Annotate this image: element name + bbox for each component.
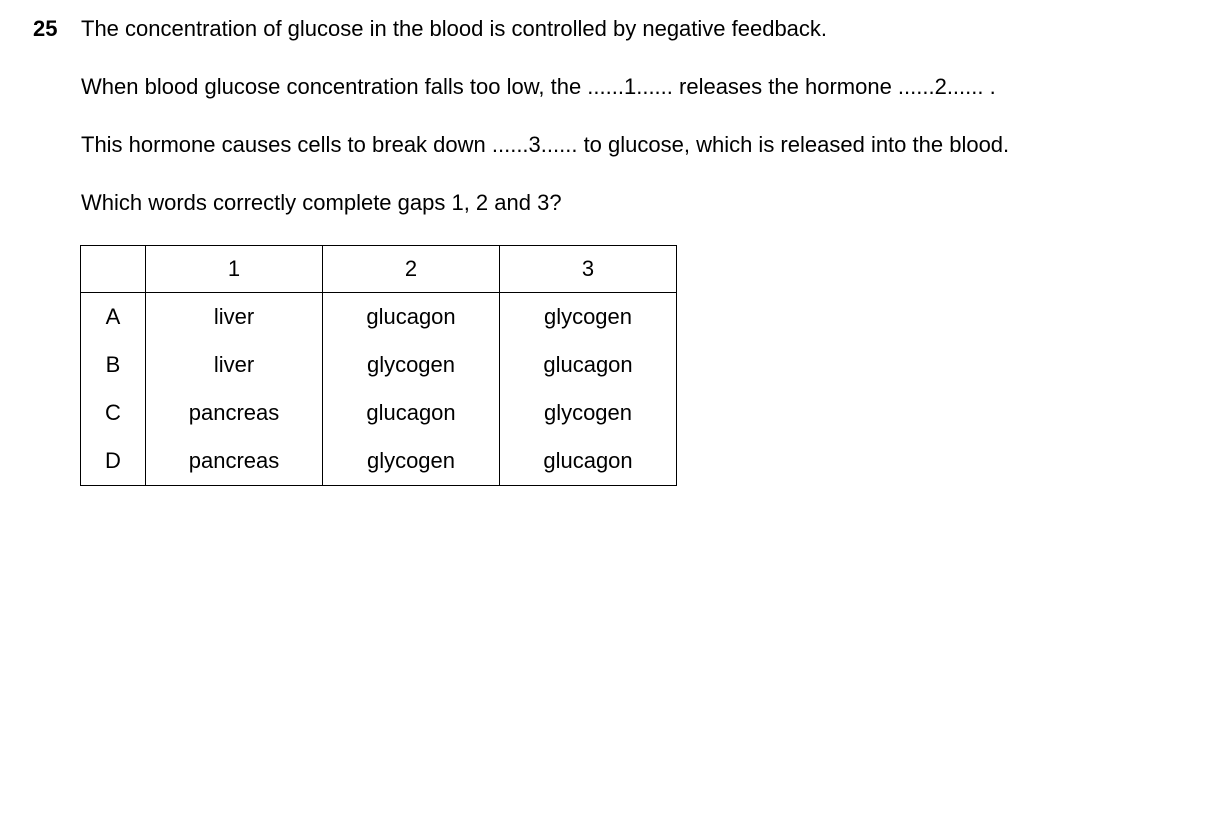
- table-cell: glycogen: [323, 437, 500, 486]
- question-gap-sentence-1: When blood glucose concentration falls too low, the ......1...... releases the hormone ......2...... .: [81, 74, 996, 99]
- table-cell: liver: [146, 293, 323, 342]
- table-cell: pancreas: [146, 437, 323, 486]
- table-cell: glucagon: [323, 293, 500, 342]
- question-intro: The concentration of glucose in the blood is controlled by negative feedback.: [81, 16, 828, 41]
- option-row-d[interactable]: [81, 437, 677, 486]
- table-cell: glycogen: [500, 293, 677, 342]
- table-cell: liver: [146, 341, 323, 389]
- question-number: 25: [33, 16, 58, 41]
- option-letter: C: [81, 389, 146, 437]
- table-cell: glucagon: [323, 389, 500, 437]
- header-cell-empty: [81, 246, 146, 293]
- option-row-a[interactable]: [81, 293, 677, 342]
- table-cell: glycogen: [323, 341, 500, 389]
- header-cell-gap-2: 2: [323, 246, 500, 293]
- option-letter: A: [81, 293, 146, 342]
- table-cell: glycogen: [500, 389, 677, 437]
- question-gap-sentence-2: This hormone causes cells to break down ......3...... to glucose, which is released into the blood.: [81, 132, 1010, 157]
- table-cell: pancreas: [146, 389, 323, 437]
- option-letter: B: [81, 341, 146, 389]
- table-header-row: [81, 246, 677, 293]
- header-cell-gap-3: 3: [500, 246, 677, 293]
- header-cell-gap-1: 1: [146, 246, 323, 293]
- table-cell: glucagon: [500, 341, 677, 389]
- answer-options-table: [80, 245, 677, 486]
- option-row-b[interactable]: [81, 341, 677, 389]
- table-cell: glucagon: [500, 437, 677, 486]
- option-letter: D: [81, 437, 146, 486]
- option-row-c[interactable]: [81, 389, 677, 437]
- question-prompt: Which words correctly complete gaps 1, 2 and 3?: [81, 190, 562, 215]
